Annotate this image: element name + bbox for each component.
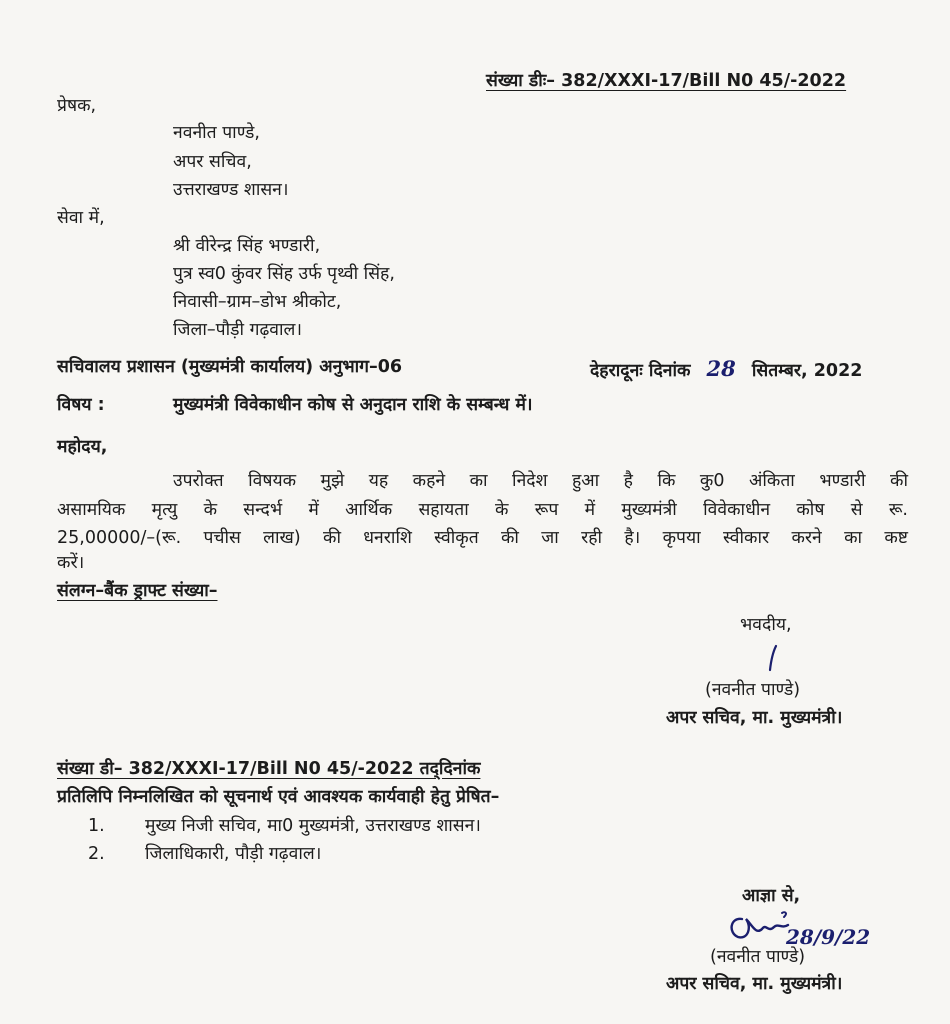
copy-item-2-text: जिलाधिकारी, पौड़ी गढ़वाल। [145,844,322,864]
date-prefix: देहरादूनः दिनांक [590,361,691,381]
signature-tick-mark [762,643,782,673]
copy-item-1-number: 1. [88,816,105,836]
subject-text: मुख्यमंत्री विवेकाधीन कोष से अनुदान राशि के सम्बन्ध में। [173,395,533,415]
department-line: सचिवालय प्रशासन (मुख्यमंत्री कार्यालय) अनुभाग–06 [57,357,403,377]
sender-label: प्रेषक, [57,96,97,116]
order-handwritten-date: 28/9/22 [786,925,871,949]
sender-name: नवनीत पाण्डे, [173,123,260,143]
subject-label: विषय : [57,395,105,415]
valediction: भवदीय, [740,615,792,635]
order-name: (नवनीत पाण्डे) [710,947,806,967]
date-line [590,358,862,382]
closing-designation: अपर सचिव, मा. मुख्यमंत्री। [666,708,843,728]
recipient-line-4: जिला–पौड़ी गढ़वाल। [173,320,303,340]
copy-item-2-number: 2. [88,844,105,864]
order-designation: अपर सचिव, मा. मुख्यमंत्री। [666,974,843,994]
body-line-4: करें। [57,553,85,573]
body-line-1: उपरोक्त विषयक मुझे यह कहने का निदेश हुआ है कि कु0 अंकिता भण्डारी की [173,471,908,491]
date-suffix: सितम्बर, 2022 [751,361,863,381]
date-day-handwritten: 28 [706,356,736,381]
recipient-line-2: पुत्र स्व0 कुंवर सिंह उर्फ पृथ्वी सिंह, [173,264,395,284]
order-label: आज्ञा से, [742,886,801,906]
body-line-3: 25,00000/–(रू. पचीस लाख) की धनराशि स्वीकृत की जा रही है। कृपया स्वीकार करने का कष्ट [57,528,908,548]
body-line-2: असामयिक मृत्यु के सन्दर्भ में आर्थिक सहायता के रूप में मुख्यमंत्री विवेकाधीन कोष से रू. [57,500,908,520]
recipient-line-3: निवासी–ग्राम–डोभ श्रीकोट, [173,292,342,312]
sender-designation: अपर सचिव, [173,152,252,172]
recipient-label: सेवा में, [57,208,105,228]
copy-reference: संख्या डी– 382/XXXI-17/Bill N0 45/-2022 तद्‌दिनांक [57,759,481,779]
enclosure-line: संलग्न–बैंक ड्राफ्ट संख्या– [57,581,218,601]
salutation: महोदय, [57,437,108,457]
sender-office: उत्तराखण्ड शासन। [173,180,289,200]
closing-name: (नवनीत पाण्डे) [705,680,801,700]
copy-heading: प्रतिलिपि निम्नलिखित को सूचनार्थ एवं आवश्यक कार्यवाही हेतु प्रेषित– [57,787,500,807]
copy-item-1-text: मुख्य निजी सचिव, मा0 मुख्यमंत्री, उत्तराखण्ड शासन। [145,816,481,836]
recipient-line-1: श्री वीरेन्द्र सिंह भण्डारी, [173,236,321,256]
reference-number: संख्या डीः– 382/XXXI-17/Bill N0 45/-2022 [486,71,847,91]
